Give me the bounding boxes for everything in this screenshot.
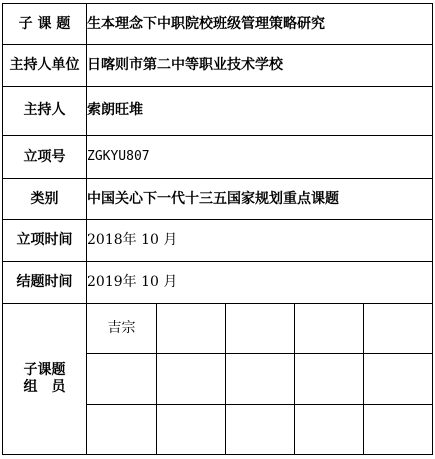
member-cell [157,354,226,404]
end-time-row [3,261,433,303]
unit-value: 日喀则市第二中等职业技术学校 [87,45,433,86]
category-label: 类别 [3,179,87,220]
members-label-line2: 组 员 [23,378,66,395]
subject-label: 子 课 题 [3,4,87,45]
member-cell [226,404,295,454]
member-cell [295,404,364,454]
category-row [3,179,433,220]
host-row [3,86,433,135]
project-no-value: ZGKYU807 [87,135,433,178]
start-time-label: 立项时间 [3,220,87,261]
unit-label: 主持人单位 [3,45,87,86]
member-cell [157,404,226,454]
member-cell [226,303,295,353]
member-cell [364,354,433,404]
project-no-label: 立项号 [3,135,87,178]
subject-value: 生本理念下中职院校班级管理策略研究 [87,4,433,45]
member-cell [295,303,364,353]
start-time-row [3,220,433,261]
member-cell [87,404,157,454]
project-info-table [2,3,433,455]
member-cell [364,404,433,454]
host-value: 索朗旺堆 [87,86,433,135]
member-cell [364,303,433,353]
end-time-value: 2019年 10 月 [87,261,433,303]
members-label [3,303,87,454]
member-cell [157,303,226,353]
category-value: 中国关心下一代十三五国家规划重点课题 [87,179,433,220]
member-cell [87,354,157,404]
member-row [3,303,433,353]
member-cell [226,354,295,404]
start-time-value: 2018年 10 月 [87,220,433,261]
unit-row [3,45,433,86]
end-time-label: 结题时间 [3,261,87,303]
members-label-line1: 子课题 [23,362,66,379]
project-no-row [3,135,433,178]
member-cell: 吉宗 [87,303,157,353]
subject-row [3,4,433,45]
host-label: 主持人 [3,86,87,135]
member-cell [295,354,364,404]
